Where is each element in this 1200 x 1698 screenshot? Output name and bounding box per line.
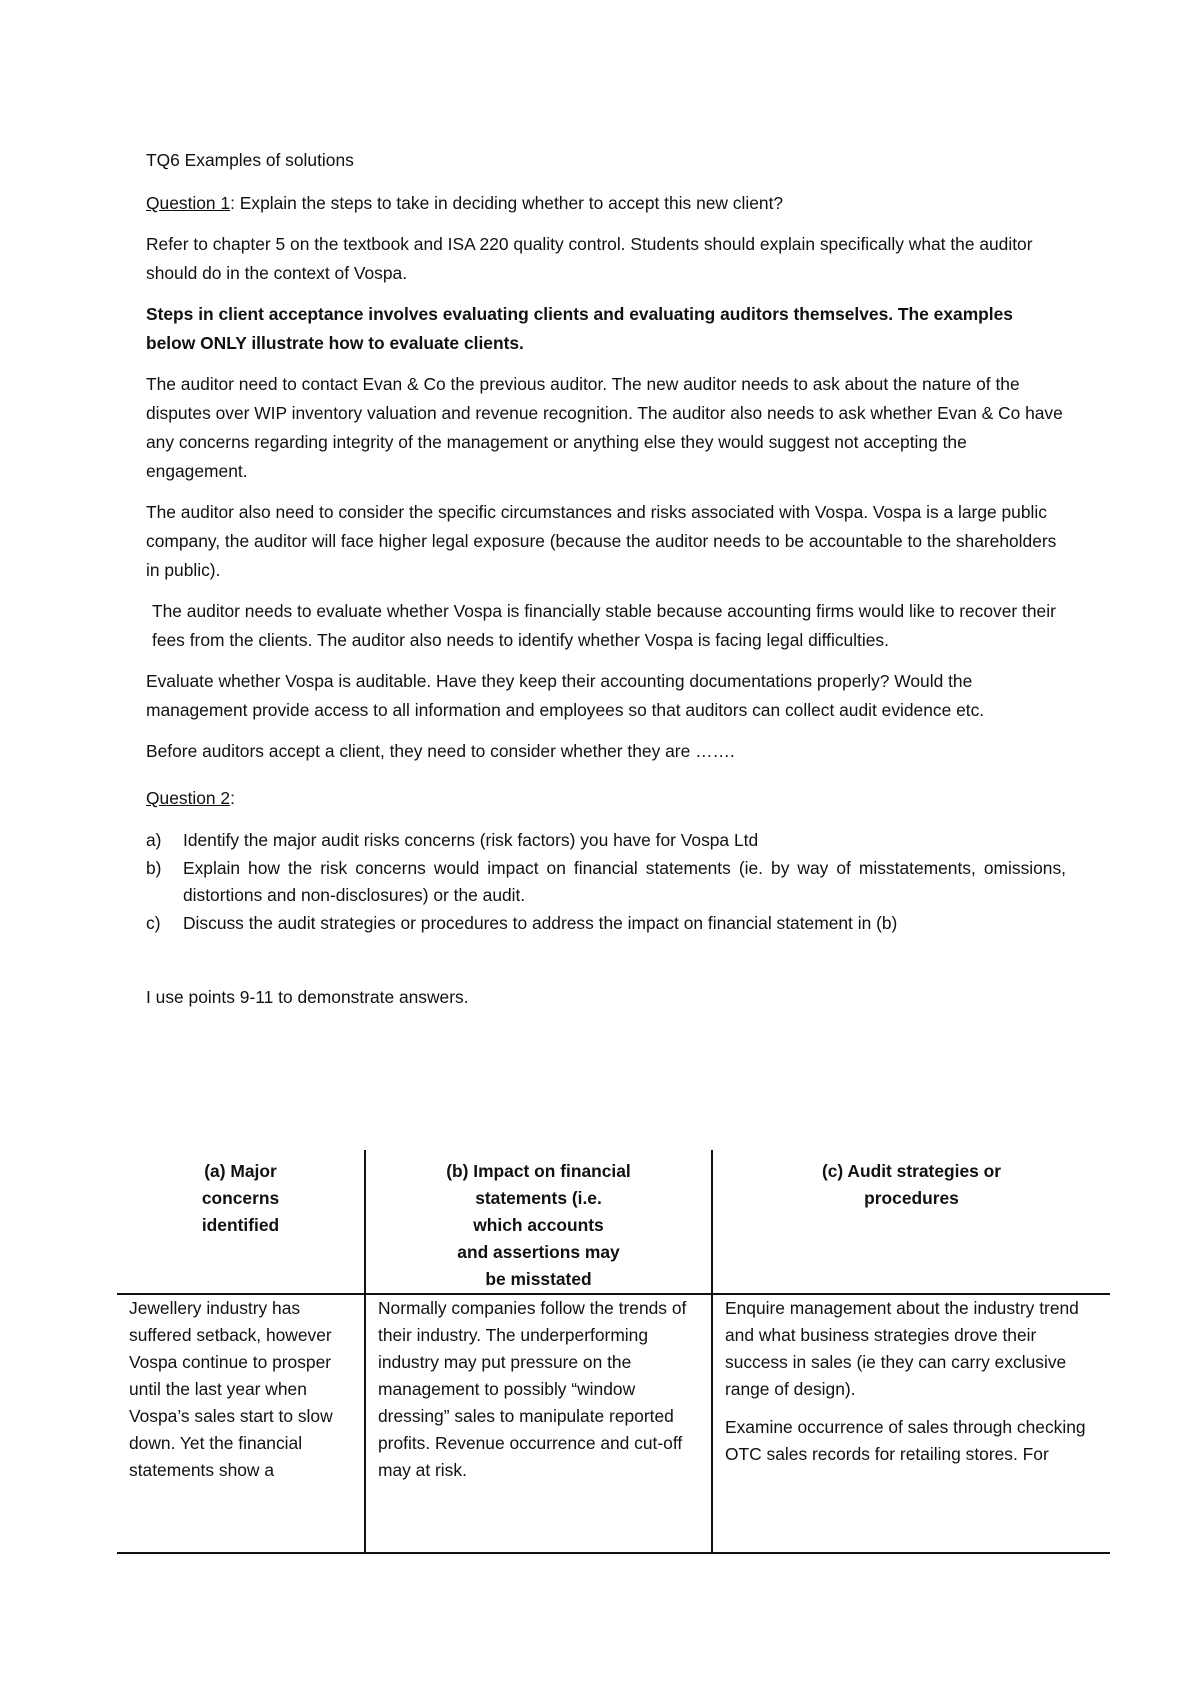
paragraph-steps-note: Steps in client acceptance involves evaluating clients and evaluating auditors themselves. The examples below ONLY illustrate how to evaluate clients. (146, 304, 1013, 353)
header-line: concerns (201, 1188, 280, 1208)
list-marker: c) (146, 912, 161, 933)
header-impact (365, 1150, 712, 1294)
header-major-concerns (117, 1150, 365, 1294)
document-body (146, 146, 1066, 1022)
paragraph-specific-risks: The auditor also need to consider the specific circumstances and risks associated with Vospa. Vospa is a large public company, the auditor will face higher legal exposure (because the auditor needs to be accountable to the shareholders in public). (146, 502, 1057, 580)
list-item (146, 855, 1066, 910)
question-1-text: : Explain the steps to take in deciding whether to accept this new client? (230, 193, 784, 213)
document-title: TQ6 Examples of solutions (146, 150, 354, 170)
paragraph-financial-stability: The auditor needs to evaluate whether Vospa is financially stable because accounting firms would like to recover their fees from the clients. The auditor also needs to identify whether Vospa is facing legal difficulties. (152, 601, 1056, 650)
question-2-colon: : (230, 788, 235, 808)
table-header-row (117, 1150, 1110, 1294)
paragraph-reference: Refer to chapter 5 on the textbook and ISA 220 quality control. Students should explain specifically what the auditor should do in the context of Vospa. (146, 234, 1033, 283)
question-2-list (146, 827, 1066, 937)
list-item (146, 827, 1066, 855)
cell-paragraph: Enquire management about the industry trend and what business strategies drove their success in sales (ie they can carry exclusive range of design). (725, 1298, 1079, 1399)
header-line: which accounts (473, 1215, 604, 1235)
question-1-label: Question 1 (146, 193, 231, 213)
answers-table (117, 1150, 1110, 1554)
cell-text: Normally companies follow the trends of their industry. The underperforming industry may put pressure on the management to possibly “window dressing” sales to manipulate reported profits. Revenue occurrence and cut-off may at risk. (378, 1298, 687, 1480)
header-line: statements (i.e. (475, 1188, 602, 1208)
cell-major-concern (117, 1294, 365, 1553)
list-item (146, 910, 1066, 938)
header-line: be misstated (485, 1269, 592, 1289)
use-points-note: I use points 9-11 to demonstrate answers. (146, 987, 469, 1007)
paragraph-previous-auditor: The auditor need to contact Evan & Co the previous auditor. The new auditor needs to ask about the nature of the disputes over WIP inventory valuation and revenue recognition. The auditor also needs to ask whether Evan & Co have any concerns regarding integrity of the management or anything else they would suggest not accepting the engagement. (146, 374, 1063, 481)
header-line: procedures (864, 1188, 959, 1208)
question-1 (146, 189, 1066, 218)
header-line: (a) Major (204, 1161, 277, 1181)
list-item-text: Discuss the audit strategies or procedures to address the impact on financial statement in (b) (183, 912, 898, 933)
header-line: (b) Impact on financial (446, 1161, 631, 1181)
list-marker: b) (146, 857, 162, 878)
paragraph-before-accept: Before auditors accept a client, they need to consider whether they are ……. (146, 741, 735, 761)
list-item-text: Explain how the risk concerns would impact on financial statements (ie. by way of misstatements, omissions, distortions and non-disclosures) or the audit. (183, 857, 1066, 905)
list-item-text: Identify the major audit risks concerns (risk factors) you have for Vospa Ltd (183, 830, 759, 850)
header-line: (c) Audit strategies or (821, 1161, 1002, 1181)
header-line: identified (201, 1215, 280, 1235)
question-2 (146, 784, 1066, 813)
cell-text: Jewellery industry has suffered setback, however Vospa continue to prosper until the last year when Vospa’s sales start to slow down. Yet the financial statements show a (129, 1298, 333, 1480)
header-audit-strategies (712, 1150, 1110, 1294)
header-line: and assertions may (457, 1242, 620, 1262)
table-row (117, 1294, 1110, 1553)
cell-paragraph: Examine occurrence of sales through checking OTC sales records for retailing stores. For (725, 1417, 1086, 1464)
cell-impact (365, 1294, 712, 1553)
list-marker: a) (146, 830, 162, 850)
paragraph-auditable: Evaluate whether Vospa is auditable. Have they keep their accounting documentations properly? Would the management provide access to all information and employees so that auditors can collect audit evidence etc. (146, 671, 985, 720)
question-2-label: Question 2 (146, 788, 231, 808)
cell-strategies (712, 1294, 1110, 1553)
